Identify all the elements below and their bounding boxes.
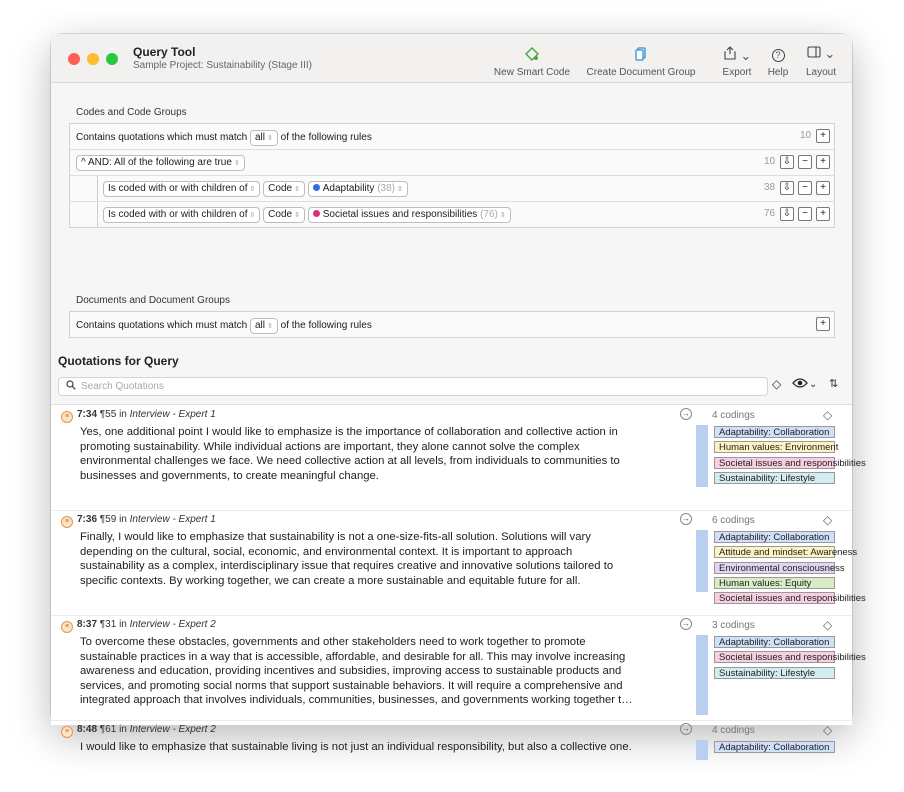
updown-icon: ⇳ xyxy=(267,135,273,142)
quotation-para: ¶61 xyxy=(99,724,117,735)
coding-chip[interactable]: Attitude and mindset: Awareness xyxy=(714,546,835,558)
layout-button[interactable] xyxy=(801,46,841,78)
codes-rules-box xyxy=(69,123,835,228)
open-quotation-icon[interactable]: → xyxy=(682,514,690,523)
list-item[interactable]: ≡ 8:48 ¶61 in Interview - Expert 2 I would like to emphasize that sustainable living is not just an individual responsibility, but also a collective one. → 4 codings ◇ Adaptability: Collaboration xyxy=(51,720,852,760)
remove-rule-button[interactable]: − xyxy=(798,181,812,195)
search-placeholder: Search Quotations xyxy=(81,381,164,392)
codings-count: 6 codings xyxy=(712,515,755,526)
updown-icon: ⇳ xyxy=(397,186,403,193)
quotation-para: ¶55 xyxy=(99,409,117,420)
remove-rule-button[interactable]: − xyxy=(798,207,812,221)
window-title: Query Tool xyxy=(133,45,196,59)
codes-count: 10 xyxy=(800,130,812,141)
layout-label: Layout xyxy=(805,67,837,78)
add-rule-button[interactable]: + xyxy=(816,207,830,221)
coding-chip[interactable]: Societal issues and responsibilities xyxy=(714,651,835,663)
document-group-icon xyxy=(581,46,701,62)
and-group-row xyxy=(70,150,834,176)
coding-margin-bar xyxy=(696,425,708,487)
code-select[interactable]: Societal issues and responsibilities (76) ⇳ xyxy=(308,207,511,223)
quotation-text: To overcome these obstacles, governments and other stakeholders need to work together to promote sustainable practices in a way that is accessible, affordable, and desirable for all. This may involve increasing awareness and education, providing incentives and subsidies, improving access to sustainable products and services, and promoting social norms that support sustainable behaviors. It will require a comprehensive and integrated approach that involves individuals, communities, businesses, and governments working together t… xyxy=(80,636,633,707)
minimize-window-button[interactable] xyxy=(87,53,99,65)
coding-chip[interactable]: Environmental consciousness xyxy=(714,562,835,574)
match-prefix: Contains quotations which must match xyxy=(76,320,248,331)
add-rule-button[interactable]: + xyxy=(816,317,830,331)
smart-code-icon xyxy=(489,46,575,62)
coding-chip[interactable]: Sustainability: Lifestyle xyxy=(714,667,835,679)
create-document-group-button[interactable] xyxy=(581,46,701,78)
match-all-select[interactable]: all ⇳ xyxy=(250,318,278,334)
codes-diamond-icon[interactable]: ◇ xyxy=(823,723,833,737)
visibility-eye-icon[interactable] xyxy=(792,377,808,392)
export-label: Export xyxy=(722,67,752,78)
codes-diamond-icon[interactable]: ◇ xyxy=(823,513,833,527)
codings-count: 3 codings xyxy=(712,620,755,631)
coding-chip[interactable]: Human values: Equity xyxy=(714,577,835,589)
type-select[interactable]: Code ⇳ xyxy=(263,207,305,223)
coding-chip[interactable]: Adaptability: Collaboration xyxy=(714,426,835,438)
search-input[interactable] xyxy=(58,377,768,396)
new-smart-code-button[interactable] xyxy=(489,46,575,78)
and-select[interactable]: ^ AND: All of the following are true ⇳ xyxy=(76,155,245,171)
quotation-icon: ≡ xyxy=(61,411,73,423)
updown-icon: ⇳ xyxy=(499,212,506,219)
share-icon xyxy=(723,48,737,63)
code-color-dot xyxy=(313,184,320,191)
chevron-down-icon: ⌄ xyxy=(824,46,836,61)
quotation-text: I would like to emphasize that sustainable living is not just an individual responsibility, but also a collective one. xyxy=(80,741,632,753)
coding-chip[interactable]: Adaptability: Collaboration xyxy=(714,636,835,648)
codes-section-label: Codes and Code Groups xyxy=(76,107,187,118)
code-select[interactable]: Adaptability (38) ⇳ xyxy=(308,181,408,197)
coding-margin-bar xyxy=(696,530,708,592)
documents-rules-box xyxy=(69,311,835,338)
coding-margin-bar xyxy=(696,635,708,715)
documents-match-row xyxy=(70,312,834,337)
close-window-button[interactable] xyxy=(68,53,80,65)
updown-icon: ⇳ xyxy=(233,160,240,167)
maximize-window-button[interactable] xyxy=(106,53,118,65)
chevron-down-icon: ⌄ xyxy=(740,48,752,63)
quotation-document: Interview - Expert 2 xyxy=(129,619,216,630)
quotation-document: Interview - Expert 1 xyxy=(129,409,216,420)
help-label: Help xyxy=(767,67,789,78)
code-color-dot xyxy=(313,210,320,217)
add-rule-button[interactable]: + xyxy=(816,155,830,169)
type-select[interactable]: Code ⇳ xyxy=(263,181,305,197)
quotation-document: Interview - Expert 2 xyxy=(129,724,216,735)
query-body xyxy=(51,83,866,753)
quotation-id: 7:36 xyxy=(77,514,98,525)
open-quotation-icon[interactable]: → xyxy=(682,724,690,733)
updown-icon: ⇳ xyxy=(294,212,300,219)
chevron-down-icon[interactable]: ⌄ xyxy=(809,379,818,390)
rule-count: 38 xyxy=(764,182,776,193)
quotation-icon: ≡ xyxy=(61,516,73,528)
coding-chip[interactable]: Human values: Environment xyxy=(714,441,835,453)
match-prefix: Contains quotations which must match xyxy=(76,132,248,143)
remove-rule-button[interactable]: − xyxy=(798,155,812,169)
and-count: 10 xyxy=(764,156,776,167)
export-button[interactable] xyxy=(718,46,756,78)
match-all-select[interactable]: all ⇳ xyxy=(250,130,278,146)
updown-icon: ⇳ xyxy=(267,323,273,330)
rule-count: 76 xyxy=(764,208,776,219)
create-document-group-label: Create Document Group xyxy=(586,67,696,78)
help-icon: ? xyxy=(772,49,785,62)
quotation-id: 8:37 xyxy=(77,619,98,630)
quotation-text: Yes, one additional point I would like to emphasize is the importance of collaboration and collective action in promoting sustainability. While individual actions are important, they alone cannot solve the complex environmental challenges we face. We need collective action at all levels, from individuals to communities to businesses and governments, to create meaningful change. xyxy=(80,426,620,482)
codings-count: 4 codings xyxy=(712,725,755,736)
open-quotation-icon[interactable]: → xyxy=(682,619,690,628)
coding-chip[interactable]: Societal issues and responsibilities xyxy=(714,457,835,469)
match-suffix: of the following rules xyxy=(280,132,372,143)
coding-chip[interactable]: Adaptability: Collaboration xyxy=(714,741,835,753)
new-smart-code-label: New Smart Code xyxy=(493,67,571,78)
coding-margin-bar xyxy=(696,740,708,760)
list-item[interactable]: ≡ 8:37 ¶31 in Interview - Expert 2 To overcome these obstacles, governments and other stakeholders need to work together to promote sustainable practices in a way that is accessible, affordable, and desirable for all. This may involve increasing awareness and education, providing incentives and subsidies, improving access to sustainable products and services, and promoting social norms that support sustainable behaviors. It will require a comprehensive and integrated approach that involves individuals, communities, businesses, and governments working together t… → 3 codings ◇ Adaptability: Collaboration Societal issues and responsibilities Sustainability: Lifestyle xyxy=(51,615,852,720)
sidebar-icon xyxy=(807,46,821,61)
rule-row-1 xyxy=(70,176,834,202)
window-subtitle: Sample Project: Sustainability (Stage III) xyxy=(133,60,312,71)
open-quotation-icon[interactable]: → xyxy=(682,409,690,418)
apply-rule-icon[interactable]: ⇩ xyxy=(780,181,794,195)
updown-icon: ⇳ xyxy=(249,186,256,193)
help-button[interactable] xyxy=(763,46,793,78)
coding-chip[interactable]: Sustainability: Lifestyle xyxy=(714,472,835,484)
documents-section-label: Documents and Document Groups xyxy=(76,295,230,306)
apply-rule-icon[interactable]: ⇩ xyxy=(780,207,794,221)
codes-match-row xyxy=(70,124,834,150)
codes-diamond-icon[interactable]: ◇ xyxy=(823,618,833,632)
titlebar xyxy=(51,34,852,83)
condition-select[interactable]: Is coded with or with children of ⇳ xyxy=(103,181,260,197)
updown-icon: ⇳ xyxy=(249,212,256,219)
apply-rule-icon[interactable]: ⇩ xyxy=(780,155,794,169)
condition-select[interactable]: Is coded with or with children of ⇳ xyxy=(103,207,260,223)
codes-diamond-icon[interactable]: ◇ xyxy=(823,408,833,422)
coding-chip[interactable]: Adaptability: Collaboration xyxy=(714,531,835,543)
quotation-para: ¶59 xyxy=(99,514,117,525)
search-icon xyxy=(66,380,76,393)
quotations-title: Quotations for Query xyxy=(58,354,179,368)
quotation-icon: ≡ xyxy=(61,621,73,633)
rule-row-2 xyxy=(70,202,834,227)
quotations-list xyxy=(51,404,866,753)
quotation-icon: ≡ xyxy=(61,726,73,738)
chevron-up-icon: ^ xyxy=(81,157,86,168)
codings-count: 4 codings xyxy=(712,410,755,421)
updown-icon: ⇳ xyxy=(294,186,300,193)
quotation-para: ¶31 xyxy=(99,619,117,630)
list-item[interactable]: ≡ 7:34 ¶55 in Interview - Expert 1 Yes, one additional point I would like to emphasize is the importance of collaboration and collective action in promoting sustainability. While individual actions are important, they alone cannot solve the complex environmental challenges we face. We need collective action at all levels, from individuals to communities to businesses and governments, to create meaningful change. → 4 codings ◇ Adaptability: Collaboration Human values: Environment Societal issues and responsibilities Sustainability: Lifestyle xyxy=(51,405,852,510)
add-rule-button[interactable]: + xyxy=(816,181,830,195)
add-rule-button[interactable]: + xyxy=(816,129,830,143)
list-item[interactable]: ≡ 7:36 ¶59 in Interview - Expert 1 Finally, I would like to emphasize that sustainability is not a one-size-fits-all solution. Solutions will vary depending on the cultural, social, economic, and environmental context. It is important to approach sustainability as a complex, interdisciplinary issue that requires creative and innovative solutions tailored to specific contexts. By working together, we can create a more sustainable and equitable future for all. → 6 codings ◇ Adaptability: Collaboration Attitude and mindset: Awareness Environmental consciousness Human values: Equity Societal issues and responsibilities xyxy=(51,510,852,615)
quotation-document: Interview - Expert 1 xyxy=(129,514,216,525)
quotation-id: 7:34 xyxy=(77,409,98,420)
query-tool-window xyxy=(51,34,866,753)
filter-diamond-icon[interactable]: ◇ xyxy=(772,377,782,391)
coding-chip[interactable]: Societal issues and responsibilities xyxy=(714,592,835,604)
quotation-text: Finally, I would like to emphasize that sustainability is not a one-size-fits-all solution. Solutions will vary depending on the cultural, social, economic, and environmental context. It is important to approach sustainability as a complex, interdisciplinary issue that requires creative and innovative solutions tailored to specific contexts. By working together, we can create a more sustainable and equitable future for all. xyxy=(80,531,614,587)
match-suffix: of the following rules xyxy=(280,320,372,331)
sort-icon[interactable]: ⇅ xyxy=(829,378,839,390)
quotation-id: 8:48 xyxy=(77,724,98,735)
